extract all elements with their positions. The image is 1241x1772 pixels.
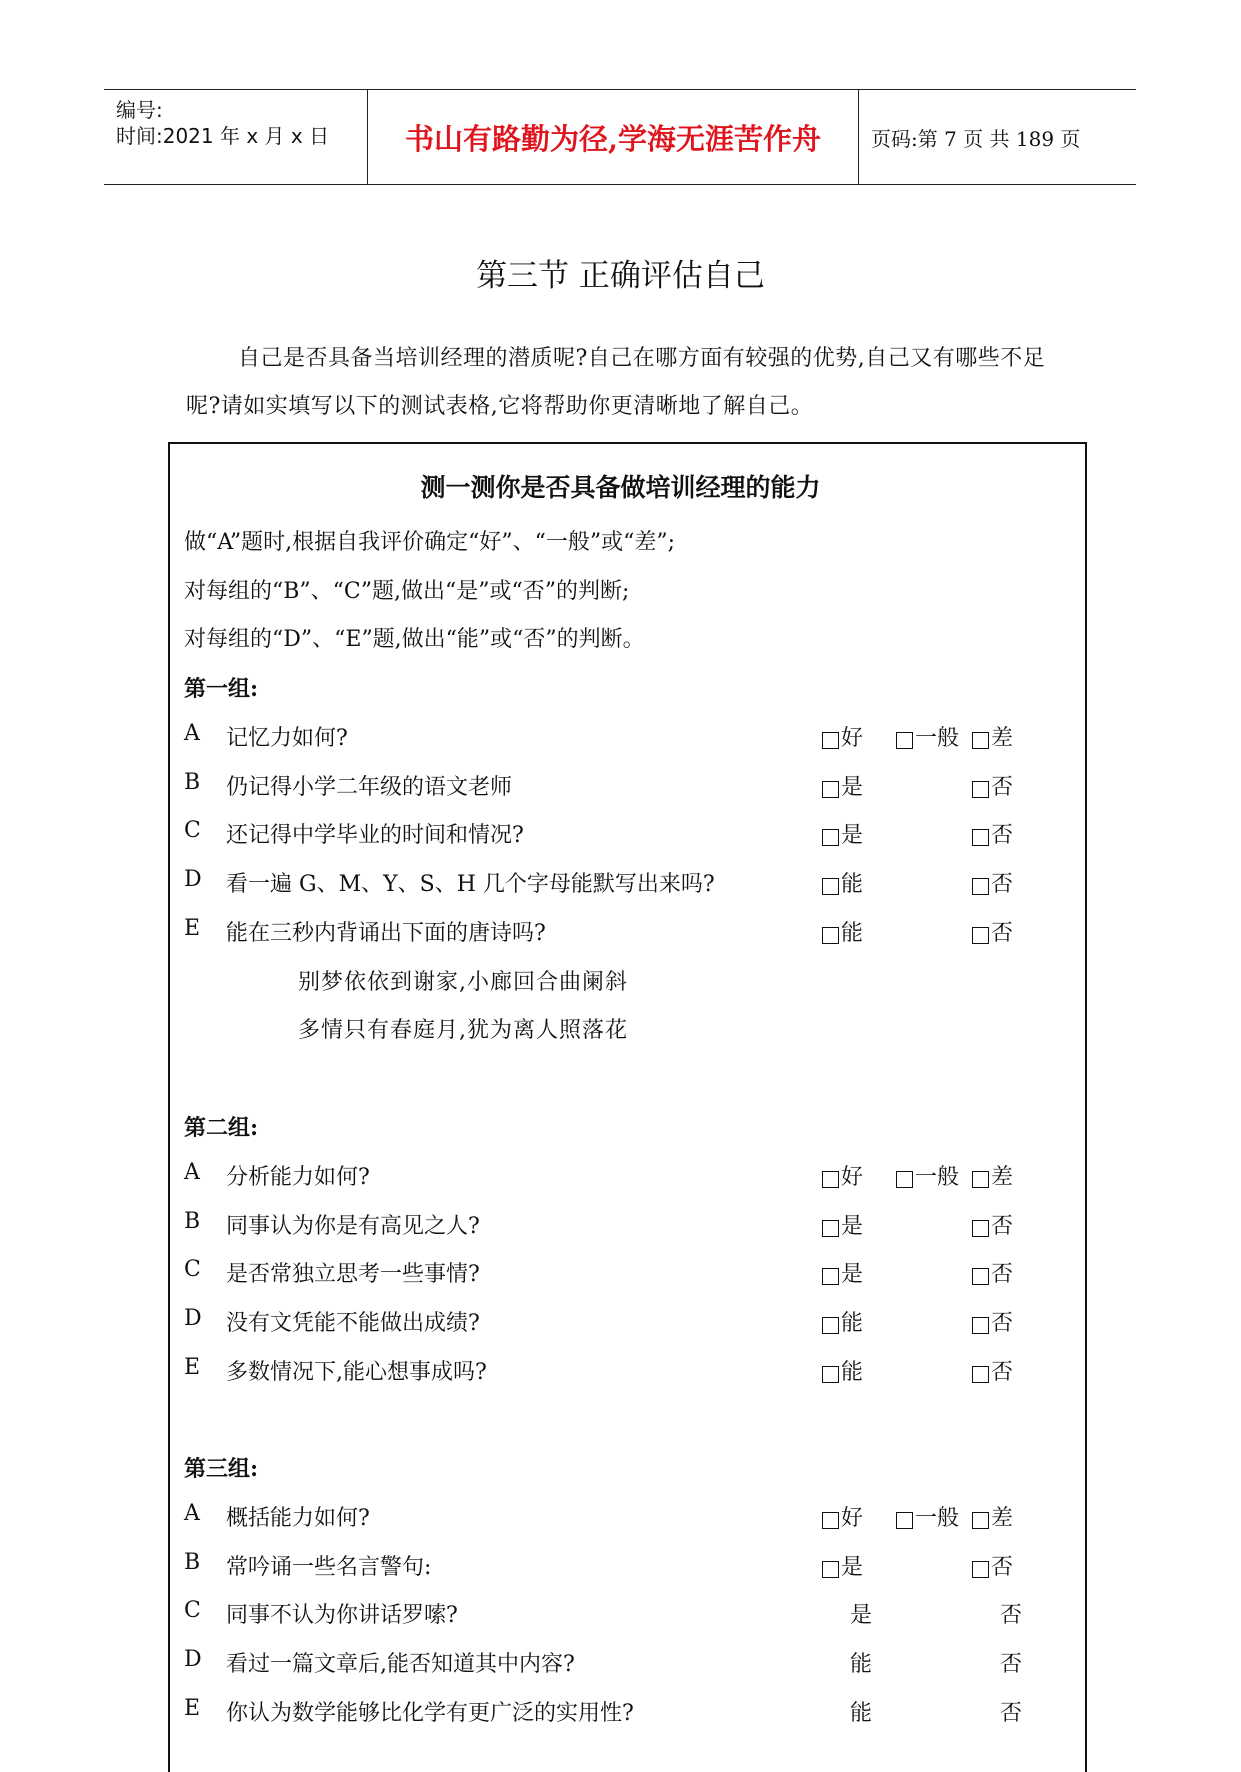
question-letter: A xyxy=(184,1500,200,1526)
question-text: 同事认为你是有高见之人? xyxy=(226,1213,480,1239)
answer-option[interactable] xyxy=(972,867,1013,898)
option-label: 否 xyxy=(1000,1603,1023,1629)
question-text: 能在三秒内背诵出下面的唐诗吗? xyxy=(226,921,546,946)
question-row xyxy=(184,770,1084,810)
option-label: 否 xyxy=(1000,1701,1023,1726)
group-label: 第三组: xyxy=(184,1456,259,1482)
question-text: 多数情况下,能心想事成吗? xyxy=(226,1360,487,1385)
instruction-line: 对每组的“D”、“E”题,做出“能”或“否”的判断。 xyxy=(184,627,645,652)
question-row xyxy=(184,1355,1084,1395)
answer-option[interactable] xyxy=(822,1209,863,1240)
option-label: 否 xyxy=(991,1262,1014,1288)
answer-checkbox[interactable] xyxy=(972,1317,989,1334)
question-row xyxy=(184,1550,1084,1590)
group-label: 第一组: xyxy=(184,676,259,702)
option-label: 否 xyxy=(991,872,1014,898)
question-letter: C xyxy=(184,1257,201,1283)
answer-option[interactable] xyxy=(1000,1647,1022,1678)
answer-checkbox[interactable] xyxy=(972,1268,989,1285)
answer-checkbox[interactable] xyxy=(822,829,839,846)
question-letter: D xyxy=(184,1306,202,1332)
option-label: 能 xyxy=(841,921,864,946)
question-text: 分析能力如何? xyxy=(226,1164,370,1190)
answer-checkbox[interactable] xyxy=(972,1366,989,1383)
option-label: 能 xyxy=(841,872,864,898)
question-row xyxy=(184,1209,1084,1249)
option-label: 能 xyxy=(850,1701,873,1726)
answer-option[interactable] xyxy=(822,1550,863,1581)
option-label: 否 xyxy=(991,1554,1014,1580)
option-label: 是 xyxy=(841,774,864,800)
answer-option[interactable] xyxy=(896,1501,959,1532)
question-letter: D xyxy=(184,867,202,893)
question-row xyxy=(184,1598,1084,1638)
answer-checkbox[interactable] xyxy=(972,1512,989,1529)
answer-option[interactable] xyxy=(972,1257,1013,1288)
page-number-info: 页码:第 7 页 共 189 页 xyxy=(871,126,1081,151)
answer-option[interactable] xyxy=(850,1598,872,1629)
answer-checkbox[interactable] xyxy=(822,732,839,749)
answer-option[interactable] xyxy=(822,770,863,801)
answer-option[interactable] xyxy=(972,1306,1013,1337)
header-meta-cell xyxy=(104,90,368,184)
question-text: 你认为数学能够比化学有更广泛的实用性? xyxy=(226,1701,634,1726)
answer-option[interactable] xyxy=(972,916,1013,947)
question-letter: B xyxy=(184,1549,201,1575)
answer-option[interactable] xyxy=(822,721,863,752)
answer-checkbox[interactable] xyxy=(972,927,989,944)
question-row xyxy=(184,818,1084,858)
question-text: 同事不认为你讲话罗嗦? xyxy=(226,1603,458,1629)
answer-checkbox[interactable] xyxy=(972,1171,989,1188)
question-letter: A xyxy=(184,1159,200,1185)
option-label: 一般 xyxy=(915,1505,960,1531)
header-motto: 书山有路勤为径,学海无涯苦作舟 xyxy=(368,90,859,184)
answer-checkbox[interactable] xyxy=(822,927,839,944)
answer-checkbox[interactable] xyxy=(822,1220,839,1237)
answer-option[interactable] xyxy=(822,867,863,898)
question-text: 还记得中学毕业的时间和情况? xyxy=(226,823,524,849)
answer-checkbox[interactable] xyxy=(972,1561,989,1578)
option-label: 是 xyxy=(850,1603,873,1629)
answer-option[interactable] xyxy=(822,1257,863,1288)
question-letter: D xyxy=(184,1647,202,1673)
answer-option[interactable] xyxy=(822,1306,863,1337)
answer-option[interactable] xyxy=(1000,1696,1022,1727)
answer-checkbox[interactable] xyxy=(822,781,839,798)
answer-checkbox[interactable] xyxy=(822,1268,839,1285)
option-label: 能 xyxy=(841,1311,864,1337)
question-text: 看一遍 G、M、Y、S、H 几个字母能默写出来吗? xyxy=(226,872,715,898)
answer-checkbox[interactable] xyxy=(822,878,839,895)
answer-option[interactable] xyxy=(822,916,863,947)
page-header xyxy=(104,89,1136,185)
answer-option[interactable] xyxy=(972,770,1013,801)
answer-option[interactable] xyxy=(1000,1598,1022,1629)
quiz-title: 测一测你是否具备做培训经理的能力 xyxy=(420,473,821,502)
option-label: 好 xyxy=(841,725,864,751)
answer-checkbox[interactable] xyxy=(822,1512,839,1529)
option-label: 一般 xyxy=(915,1164,960,1190)
option-label: 是 xyxy=(841,1554,864,1580)
intro-paragraph: 自己是否具备当培训经理的潜质呢?自己在哪方面有较强的优势,自己又有哪些不足呢?请如实填写以下的测试表格,它将帮助你更清晰地了解自己。 xyxy=(186,346,1046,419)
answer-option[interactable] xyxy=(972,721,1013,752)
answer-checkbox[interactable] xyxy=(972,878,989,895)
option-label: 是 xyxy=(841,1213,864,1239)
document-time-label: 时间:2021 年 x 月 x 日 xyxy=(116,124,330,148)
answer-checkbox[interactable] xyxy=(972,829,989,846)
question-row xyxy=(184,1647,1084,1687)
answer-option[interactable] xyxy=(850,1696,872,1727)
question-text: 概括能力如何? xyxy=(226,1505,370,1531)
answer-option[interactable] xyxy=(896,721,959,752)
answer-checkbox[interactable] xyxy=(822,1317,839,1334)
option-label: 否 xyxy=(991,1213,1014,1239)
question-row xyxy=(184,1306,1084,1346)
answer-checkbox[interactable] xyxy=(896,732,913,749)
question-text: 没有文凭能不能做出成绩? xyxy=(226,1311,480,1337)
poem-line: 多情只有春庭月,犹为离人照落花 xyxy=(298,1017,628,1043)
question-row xyxy=(184,867,1084,907)
question-text: 是否常独立思考一些事情? xyxy=(226,1262,480,1288)
option-label: 否 xyxy=(991,774,1014,800)
question-letter: E xyxy=(184,1696,201,1721)
question-letter: B xyxy=(184,769,201,795)
poem-line: 别梦依依到谢家,小廊回合曲阑斜 xyxy=(298,969,628,995)
answer-checkbox[interactable] xyxy=(822,1561,839,1578)
answer-option[interactable] xyxy=(972,818,1013,849)
answer-option[interactable] xyxy=(822,1160,863,1191)
answer-checkbox[interactable] xyxy=(972,1220,989,1237)
option-label: 好 xyxy=(841,1505,864,1531)
question-letter: E xyxy=(184,916,201,941)
question-letter: A xyxy=(184,720,200,746)
question-row xyxy=(184,1696,1084,1736)
instruction-line: 对每组的“B”、“C”题,做出“是”或“否”的判断; xyxy=(184,579,630,604)
question-text: 看过一篇文章后,能否知道其中内容? xyxy=(226,1652,575,1678)
question-text: 记忆力如何? xyxy=(226,725,348,751)
question-letter: C xyxy=(184,818,201,844)
answer-checkbox[interactable] xyxy=(822,1171,839,1188)
question-row xyxy=(184,1501,1084,1541)
option-label: 是 xyxy=(841,1262,864,1288)
question-letter: C xyxy=(184,1598,201,1624)
answer-option[interactable] xyxy=(822,1355,863,1386)
question-letter: B xyxy=(184,1208,201,1234)
group-label: 第二组: xyxy=(184,1115,259,1141)
option-label: 差 xyxy=(991,1164,1014,1190)
answer-option[interactable] xyxy=(972,1355,1013,1386)
question-row xyxy=(184,721,1084,761)
answer-option[interactable] xyxy=(850,1647,872,1678)
instruction-line: 做“A”题时,根据自我评价确定“好”、“一般”或“差”; xyxy=(184,530,676,555)
question-text: 仍记得小学二年级的语文老师 xyxy=(226,774,513,800)
answer-checkbox[interactable] xyxy=(896,1512,913,1529)
option-label: 否 xyxy=(991,1360,1014,1385)
question-letter: E xyxy=(184,1355,201,1380)
answer-option[interactable] xyxy=(972,1550,1013,1581)
option-label: 否 xyxy=(1000,1652,1023,1678)
section-title: 第三节 正确评估自己 xyxy=(476,258,765,294)
option-label: 否 xyxy=(991,1311,1014,1337)
option-label: 好 xyxy=(841,1164,864,1190)
question-row xyxy=(184,916,1084,956)
answer-checkbox[interactable] xyxy=(972,732,989,749)
option-label: 能 xyxy=(850,1652,873,1678)
option-label: 差 xyxy=(991,725,1014,751)
question-text: 常吟诵一些名言警句: xyxy=(226,1554,432,1580)
answer-option[interactable] xyxy=(972,1160,1013,1191)
answer-checkbox[interactable] xyxy=(972,781,989,798)
answer-option[interactable] xyxy=(972,1501,1013,1532)
answer-option[interactable] xyxy=(822,818,863,849)
answer-option[interactable] xyxy=(972,1209,1013,1240)
option-label: 是 xyxy=(841,823,864,849)
option-label: 一般 xyxy=(915,725,960,751)
option-label: 否 xyxy=(991,921,1014,946)
answer-option[interactable] xyxy=(896,1160,959,1191)
answer-checkbox[interactable] xyxy=(896,1171,913,1188)
document-number-label: 编号: xyxy=(116,98,163,122)
question-row xyxy=(184,1160,1084,1200)
question-row xyxy=(184,1257,1084,1297)
option-label: 差 xyxy=(991,1505,1014,1531)
option-label: 否 xyxy=(991,823,1014,849)
option-label: 能 xyxy=(841,1360,864,1385)
answer-option[interactable] xyxy=(822,1501,863,1532)
answer-checkbox[interactable] xyxy=(822,1366,839,1383)
